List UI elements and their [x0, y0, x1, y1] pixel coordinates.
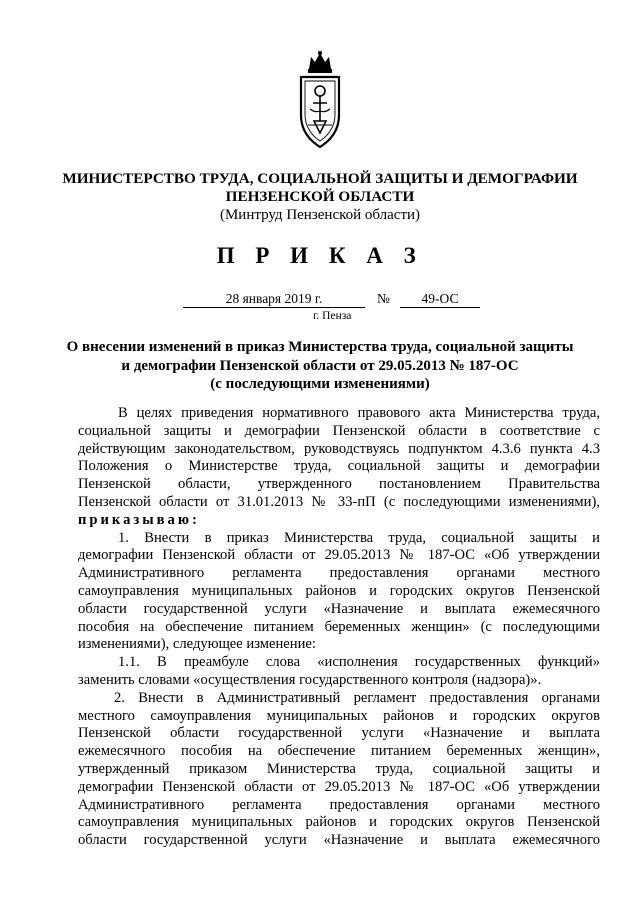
body-line: изменениями), следующее изменение: — [78, 636, 316, 653]
body-line: области государственной услуги «Назначение и выплата ежемесячного — [78, 832, 600, 849]
body-line: социальной защиты и демографии Пензенской области в соответствие с — [78, 422, 600, 439]
organization-name — [40, 170, 600, 206]
body-line: Пензенской области государственной услуги «Назначение и выплата — [78, 725, 600, 742]
order-date: 28 января 2019 г. — [183, 291, 365, 308]
organization-name-line1: МИНИСТЕРСТВО ТРУДА, СОЦИАЛЬНОЙ ЗАЩИТЫ И ДЕМОГРАФИИ — [62, 170, 578, 187]
body-line: Пензенской области от 31.01.2013 № 33-пП (с последующими изменениями), — [78, 493, 600, 510]
body-line: Административного регламента предоставления органами местного — [78, 565, 600, 582]
body-line: местного самоуправления муниципальных районов и городских округов — [78, 707, 600, 724]
subject-line: (с последующими изменениями) — [210, 376, 430, 392]
body-line: ежемесячного пособия на обеспечение питанием беременных женщин», — [78, 743, 600, 760]
order-number: 49-ОС — [400, 291, 480, 308]
order-subject — [40, 338, 600, 394]
body-line: пособия на обеспечение питанием беременных женщин» (с последующими — [78, 618, 600, 635]
body-line: 1. Внести в приказ Министерства труда, социальной защиты и — [118, 529, 600, 546]
body-line: заменить словами «осуществления государственного контроля (надзора)». — [78, 671, 542, 688]
body-line: Административного регламента предоставления органами местного — [78, 796, 600, 813]
body-line: 2. Внести в Административный регламент предоставления органами — [114, 689, 600, 706]
subject-line: и демографии Пензенской области от 29.05.2013 № 187-ОС — [121, 357, 519, 374]
number-sign: № — [377, 291, 390, 306]
organization-short-name: (Минтруд Пензенской области) — [219, 207, 421, 223]
body-line: самоуправления муниципальных районов и городских округов Пензенской — [78, 582, 600, 599]
body-line: Положения о Министерстве труда, социальной защиты и демографии — [78, 458, 600, 475]
subject-line: О внесении изменений в приказ Министерства труда, социальной защиты — [66, 339, 574, 355]
order-city: г. Пенза — [313, 310, 352, 322]
body-line: В целях приведения нормативного правового акта Министерства труда, — [118, 405, 600, 421]
order-body — [78, 405, 600, 850]
body-line: Пензенской области, утвержденного постановлением Правительства — [78, 476, 600, 493]
body-line: самоуправления муниципальных районов и городских округов Пензенской — [78, 814, 600, 831]
body-line: демографии Пензенской области от 29.05.2013 № 187-ОС «Об утверждении — [78, 778, 600, 795]
body-line: области государственной услуги «Назначение и выплата ежемесячного — [78, 600, 600, 617]
order-directive: приказываю: — [78, 511, 200, 528]
body-line: 1.1. В преамбуле слова «исполнения государственных функций» — [118, 654, 600, 671]
body-line: демографии Пензенской области от 29.05.2013 № 187-ОС «Об утверждении — [78, 547, 600, 564]
body-line: действующим законодательством, руководствуясь подпунктом 4.3.6 пункта 4.3 — [78, 440, 600, 457]
coat-of-arms-icon — [295, 49, 345, 154]
organization-name-line2: ПЕНЗЕНСКОЙ ОБЛАСТИ — [225, 188, 415, 205]
body-line: утвержденный приказом Министерства труда, социальной защиты и — [78, 760, 600, 777]
document-type-title: П Р И К А З — [216, 243, 424, 268]
